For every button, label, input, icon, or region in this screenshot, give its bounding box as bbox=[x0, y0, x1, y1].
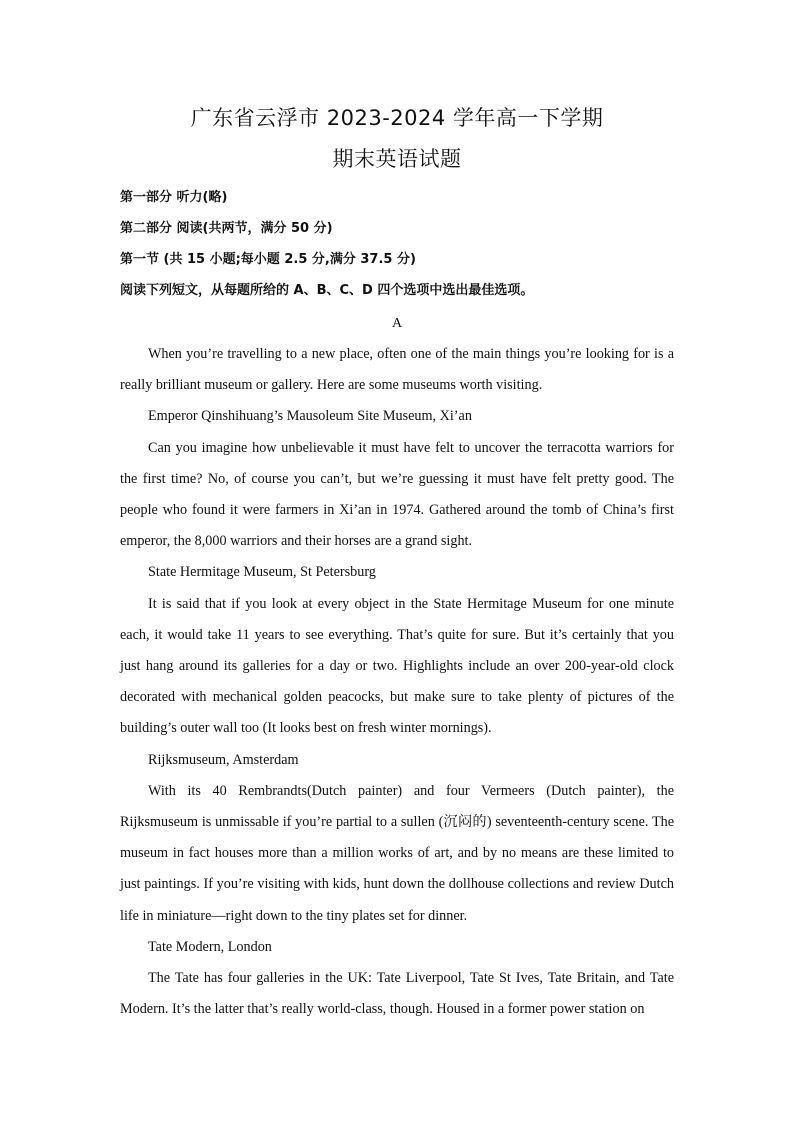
museum3-name: Rijksmuseum, Amsterdam bbox=[148, 751, 299, 768]
museum3-paragraph: With its 40 Rembrandts(Dutch painter) and four Vermeers (Dutch painter), the Rijksmuseum is unmissable if you’re partial to a sullen (沉闷的) seventeenth-century scene. The museum in fact houses more than a million works of art, and by no means are these limited to just paintings. If you’re visiting with kids, hunt down the dollhouse collections and review Dutch life in miniature—right down to the tiny plates set for dinner. bbox=[120, 782, 674, 924]
museum4-name: Tate Modern, London bbox=[148, 938, 272, 955]
museum1-paragraph: Can you imagine how unbelievable it must have felt to uncover the terracotta warriors for the first time? No, of course you can’t, but we’re guessing it must have felt pretty good. The people who found it were farmers in Xi’an in 1974. Gathered around the tomb of China’s first emperor, the 8,000 warriors and their horses are a grand sight. bbox=[120, 439, 674, 550]
museum2-name: State Hermitage Museum, St Petersburg bbox=[148, 564, 376, 581]
instruction-text: 阅读下列短文，从每题所给的 A、B、C、D 四个选项中选出最佳选项。 bbox=[120, 283, 534, 298]
passage-letter: A bbox=[391, 316, 403, 331]
intro-paragraph: When you’re travelling to a new place, often one of the main things you’re looking for is a really brilliant museum or gallery. Here are some museums worth visiting. bbox=[120, 346, 674, 394]
section1-heading: 第一节 (共 15 小题;每小题 2.5 分,满分 37.5 分) bbox=[120, 252, 416, 267]
museum1-name: Emperor Qinshihuang’s Mausoleum Site Museum, Xi’an bbox=[148, 408, 472, 425]
exam-title-line1: 广东省云浮市 2023-2024 学年高一下学期 bbox=[190, 106, 604, 130]
part1-heading: 第一部分 听力(略) bbox=[120, 190, 228, 205]
exam-title-line2: 期末英语试题 bbox=[332, 147, 462, 171]
part2-heading: 第二部分 阅读(共两节，满分 50 分) bbox=[120, 221, 333, 236]
museum2-paragraph: It is said that if you look at every object in the State Hermitage Museum for one minute each, it would take 11 years to see everything. That’s quite for sure. But it’s certainly that you just hang around its galleries for a day or two. Highlights include an over 200-year-old clock decorated with mechanical golden peacocks, but make sure to take plenty of pictures of the building’s outer wall too (It looks best on fresh winter mornings). bbox=[120, 595, 674, 737]
museum4-paragraph: The Tate has four galleries in the UK: Tate Liverpool, Tate St Ives, Tate Britain, and Tate Modern. It’s the latter that’s really world-class, though. Housed in a former power station on bbox=[120, 970, 674, 1018]
